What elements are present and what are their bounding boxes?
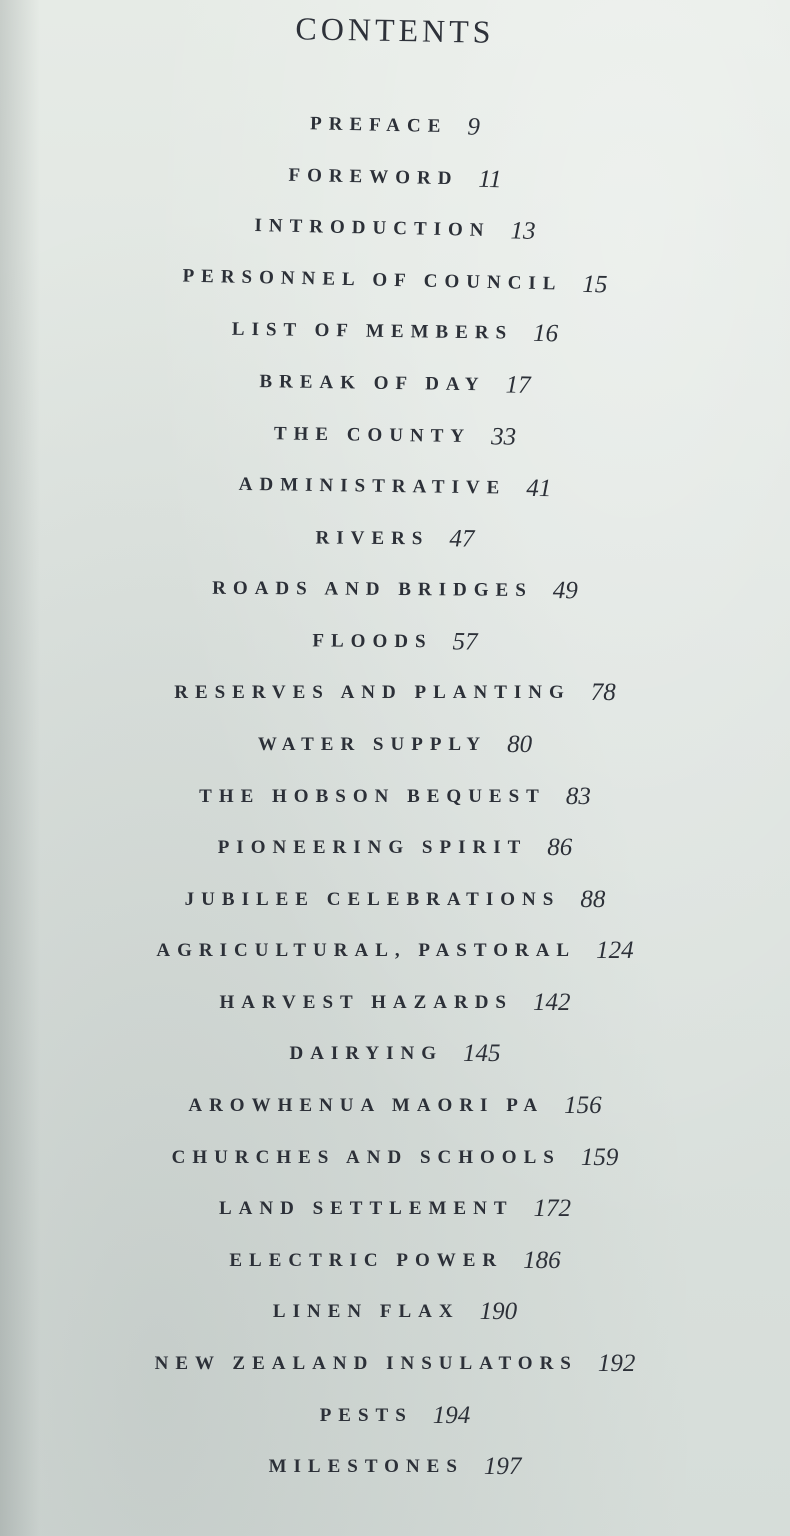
entry-page-number: 11 xyxy=(478,165,502,193)
entry-page-number: 9 xyxy=(467,113,481,141)
entry-page-number: 142 xyxy=(533,988,571,1016)
entry-title: LIST OF MEMBERS xyxy=(231,318,514,344)
entry-title: WATER SUPPLY xyxy=(257,733,488,755)
entry-page-number: 159 xyxy=(580,1143,619,1171)
contents-heading: CONTENTS xyxy=(295,10,495,50)
entry-title: AROWHENUA MAORI PA xyxy=(188,1095,545,1117)
entry-title: THE COUNTY xyxy=(273,422,472,447)
entry-page-number: 186 xyxy=(523,1246,561,1274)
entry-title: PERSONNEL OF COUNCIL xyxy=(182,265,563,295)
entry-page-number: 194 xyxy=(432,1401,471,1429)
toc-entry xyxy=(0,1287,790,1339)
entry-title: LAND SETTLEMENT xyxy=(218,1198,514,1220)
entry-title: NEW ZEALAND INSULATORS xyxy=(154,1353,578,1375)
entry-title: FLOODS xyxy=(312,630,433,652)
entry-page-number: 124 xyxy=(596,937,634,965)
entry-title: PESTS xyxy=(319,1404,413,1426)
toc-entry xyxy=(0,1029,790,1081)
toc-entry xyxy=(0,1390,790,1442)
entry-page-number: 88 xyxy=(580,885,606,913)
entry-title: HARVEST HAZARDS xyxy=(219,991,513,1013)
entry-page-number: 15 xyxy=(582,270,608,299)
entry-page-number: 145 xyxy=(463,1040,501,1068)
entry-title: PIONEERING SPIRIT xyxy=(217,837,528,859)
entry-title: ELECTRIC POWER xyxy=(229,1249,504,1271)
entry-title: MILESTONES xyxy=(268,1456,464,1478)
entry-page-number: 197 xyxy=(483,1453,522,1481)
toc-entry xyxy=(0,613,790,670)
entry-page-number: 78 xyxy=(590,679,616,707)
entry-page-number: 47 xyxy=(449,524,475,553)
entry-page-number: 33 xyxy=(490,422,517,451)
toc-entry xyxy=(0,719,790,771)
table-of-contents xyxy=(0,100,790,1493)
toc-entry xyxy=(0,926,790,978)
entry-page-number: 86 xyxy=(547,834,573,862)
entry-page-number: 192 xyxy=(597,1350,636,1378)
entry-title: CHURCHES AND SCHOOLS xyxy=(171,1146,561,1168)
toc-entry xyxy=(0,822,790,874)
entry-page-number: 17 xyxy=(505,371,531,399)
entry-title: BREAK OF DAY xyxy=(259,370,486,396)
entry-title: THE HOBSON BEQUEST xyxy=(199,785,546,807)
toc-entry xyxy=(0,562,790,619)
entry-page-number: 13 xyxy=(510,217,536,245)
entry-title: JUBILEE CELEBRATIONS xyxy=(184,888,561,910)
entry-title: RIVERS xyxy=(315,526,430,549)
entry-title: FOREWORD xyxy=(288,164,459,189)
entry-page-number: 83 xyxy=(565,782,591,810)
entry-title: RESERVES AND PLANTING xyxy=(174,682,571,704)
toc-entry xyxy=(0,1132,790,1184)
toc-entry xyxy=(0,510,790,567)
toc-entry xyxy=(0,977,790,1029)
entry-title: PREFACE xyxy=(309,113,448,137)
toc-entry xyxy=(0,1338,790,1390)
entry-page-number: 16 xyxy=(532,320,559,348)
entry-title: ROADS AND BRIDGES xyxy=(212,577,533,602)
toc-entry xyxy=(0,668,790,720)
entry-page-number: 172 xyxy=(533,1195,572,1223)
entry-title: AGRICULTURAL, PASTORAL xyxy=(156,940,577,962)
toc-entry xyxy=(0,1183,790,1235)
toc-entry xyxy=(0,771,790,823)
toc-entry xyxy=(0,456,790,519)
toc-entry xyxy=(0,1441,790,1493)
entry-title: LINEN FLAX xyxy=(272,1301,460,1323)
entry-title: INTRODUCTION xyxy=(254,215,491,241)
entry-title: DAIRYING xyxy=(289,1043,443,1065)
entry-page-number: 190 xyxy=(479,1298,518,1326)
entry-page-number: 49 xyxy=(552,577,578,605)
entry-title: ADMINISTRATIVE xyxy=(238,473,507,499)
toc-entry xyxy=(0,1235,790,1287)
entry-page-number: 156 xyxy=(564,1092,602,1120)
entry-page-number: 80 xyxy=(507,730,533,758)
toc-entry xyxy=(0,874,790,926)
entry-page-number: 41 xyxy=(526,474,552,503)
toc-entry xyxy=(0,1080,790,1132)
entry-page-number: 57 xyxy=(452,628,478,656)
